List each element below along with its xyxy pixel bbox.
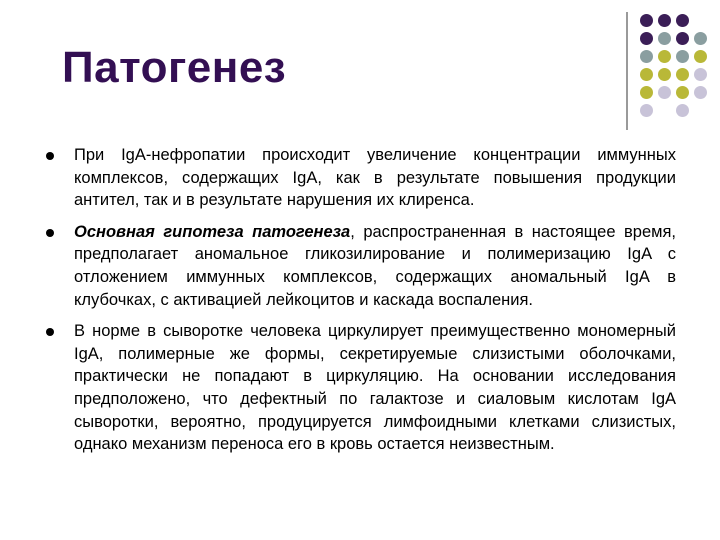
decor-dot <box>676 68 689 81</box>
decor-dot <box>694 68 707 81</box>
decor-dot <box>640 32 653 45</box>
bullet-dot-icon <box>46 229 54 237</box>
decor-dot <box>640 50 653 63</box>
decor-dot <box>676 86 689 99</box>
bullet-text: , распространенная в настоящее время, предполагает аномальное гликозилирование и полимеризацию IgA с отложением иммунных комплексов, содержащих аномальный IgA в клубочках, с активацией лейкоцитов и каскада воспаления. <box>74 222 677 309</box>
decor-dot <box>658 50 671 63</box>
bullet-item <box>46 221 676 311</box>
bullet-emphasis: Основная гипотеза патогенеза <box>74 222 351 241</box>
decor-dot <box>640 86 653 99</box>
decor-dot <box>640 14 653 27</box>
divider-line <box>626 12 628 130</box>
decor-dot <box>658 68 671 81</box>
decor-dot <box>694 50 707 63</box>
decor-dot <box>658 86 671 99</box>
decor-dot <box>658 14 671 27</box>
slide-title: Патогенез <box>62 43 287 92</box>
decor-dot <box>694 32 707 45</box>
decor-dot <box>640 68 653 81</box>
bullet-text: При IgA-нефропатии происходит увеличение концентрации иммунных комплексов, содержащих IgA, как в результате повышения продукции антител, так и в результате нарушения их клиренса. <box>74 146 676 210</box>
decor-dot <box>640 104 653 117</box>
decorative-dot-grid <box>640 14 720 124</box>
bullet-list <box>46 144 676 465</box>
decor-dot <box>676 104 689 117</box>
bullet-text: В норме в сыворотке человека циркулирует преимущественно мономерный IgA, полимерные же формы, секретируемые слизистыми оболочками, практически не попадают в циркуляцию. На основании исследования предположено, что дефектный по галактозе и сиаловым кислотам IgA сыворотки, вероятно, продуцируется лимфоидными клетками слизистых, однако механизм переноса его в кровь остается неизвестным. <box>74 322 676 454</box>
decor-dot <box>694 86 707 99</box>
bullet-dot-icon <box>46 152 54 160</box>
decor-dot <box>676 32 689 45</box>
decor-dot <box>676 14 689 27</box>
decor-dot <box>676 50 689 63</box>
bullet-item <box>46 320 676 456</box>
bullet-item <box>46 144 676 212</box>
decor-dot <box>658 32 671 45</box>
bullet-dot-icon <box>46 328 54 336</box>
